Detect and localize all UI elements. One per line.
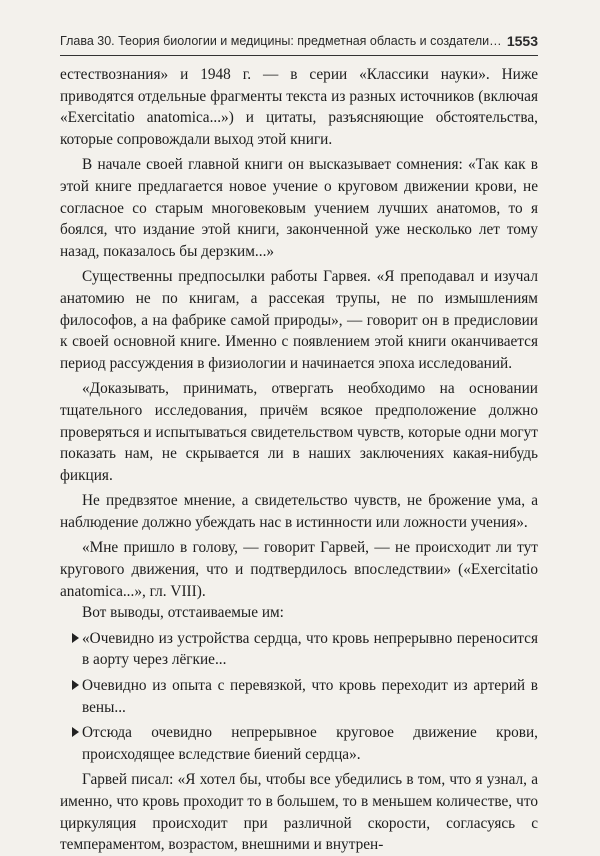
conclusions-list [60, 628, 538, 766]
chapter-title: Глава 30. Теория биологии и медицины: предметная область и создатели… [60, 34, 502, 48]
list-item-text: «Очевидно из устройства сердца, что кровь непрерывно переносится в аорту через лёгкие... [82, 629, 538, 669]
paragraph: естествознания» и 1948 г. — в серии «Классики науки». Ниже приводятся отдельные фрагменты текста из разных источников (включая «Exercitatio anatomica...») и цитаты, разъясняющие обстоятельства, которые сопровождали выход этой книги. [60, 66, 538, 148]
list-item [60, 628, 538, 671]
list-item-text: Очевидно из опыта с перевязкой, что кровь переходит из артерий в вены... [82, 677, 538, 716]
running-header [60, 34, 538, 54]
body-text [60, 64, 538, 856]
triangle-bullet-icon [72, 727, 79, 737]
paragraph: Вот выводы, отстаиваемые им: [82, 604, 284, 622]
triangle-bullet-icon [72, 633, 79, 643]
paragraph: «Мне пришло в голову, — говорит Гарвей, — не происходит ли тут кругового движения, что и подтвердилось впоследствии» («Exercitatio anatomica...», гл. VIII). [60, 539, 538, 600]
list-item [60, 675, 538, 718]
paragraph: Гарвей писал: «Я хотел бы, чтобы все убедились в том, что я узнал, а именно, что кровь проходит то в большем, то в меньшем количестве, что циркуляция происходит при различной скорости, согласуясь с темпераментом, возрастом, внешними и внутрен- [60, 771, 538, 854]
list-item-text: Отсюда очевидно непрерывное круговое движение крови, происходящее вследствие биений сердца». [82, 724, 538, 763]
triangle-bullet-icon [72, 680, 79, 690]
paragraph: Существенны предпосылки работы Гарвея. «Я преподавал и изучал анатомию не по книгам, а рассекая трупы, не по измышлениям философов, а на фабрике самой природы», — говорит он в предисловии к своей основной книге. Именно с появлением этой книги оканчивается период рассуждения в физиологии и начинается эпоха исследований. [60, 268, 538, 372]
paragraph: В начале своей главной книги он высказывает сомнения: «Так как в этой книге предлагается новое учение о круговом движении крови, не согласное со старым многовековым учением лучших анатомов, то я боялся, что издание этой книги, законченной уже несколько лет тому назад, показалось бы дерзким...» [60, 156, 538, 260]
header-rule [60, 55, 538, 56]
paragraph: «Доказывать, принимать, отвергать необходимо на основании тщательного исследования, причём всякое предположение должно проверяться и испытываться свидетельством чувств, которые одни могут показать нам, не скрывается ли в наших заключениях какая-нибудь фикция. [60, 380, 538, 484]
page-number: 1553 [506, 33, 538, 49]
paragraph: Не предвзятое мнение, а свидетельство чувств, не брожение ума, а наблюдение должно убеждать нас в истинности или ложности учения». [60, 492, 538, 531]
list-item [60, 722, 538, 765]
